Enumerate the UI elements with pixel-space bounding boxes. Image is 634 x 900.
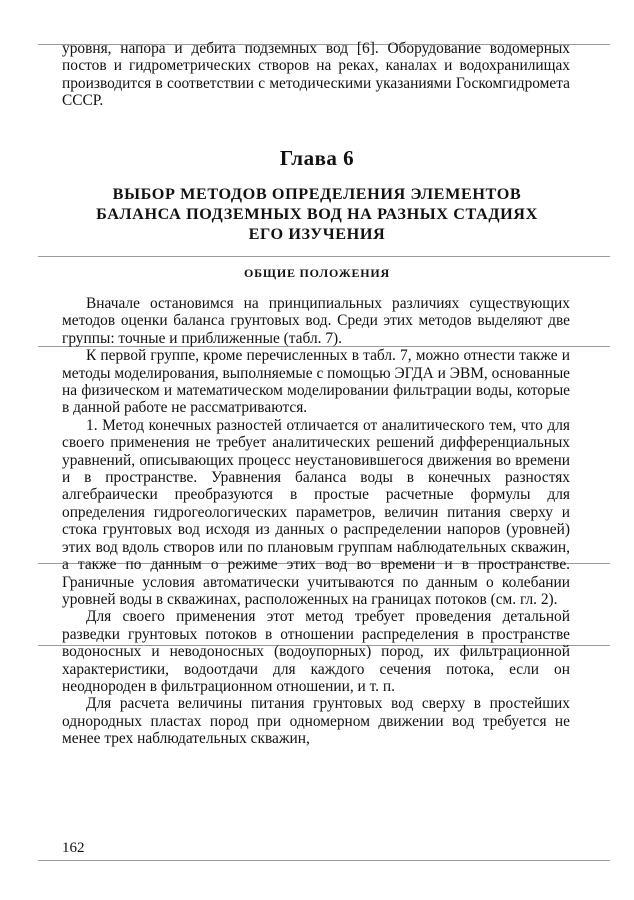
paragraph: Для своего применения этот метод требует проведения детальной разведки грунтовых потоков в отношении распределения в пространстве водоносных и неводоносных (водоупорных) пород, их фильтрационной характеристики, водоотдачи для каждого сечения потока, если он неоднороден в фильтрационном отношении, и т. п. xyxy=(62,608,570,695)
chapter-title xyxy=(40,184,594,244)
page-number: 162 xyxy=(62,840,85,856)
intro-paragraph: уровня, напора и дебита подземных вод [6]. Оборудование водомерных постов и гидрометрических створов на реках, каналах и водохранилищах производится в соответствии с методическими указаниями Госкомгидромета СССР. xyxy=(62,40,570,110)
section-heading: ОБЩИЕ ПОЛОЖЕНИЯ xyxy=(243,266,391,280)
scan-rule xyxy=(38,860,610,861)
intro-text-block xyxy=(62,40,570,110)
chapter-title-line: БАЛАНСА ПОДЗЕМНЫХ ВОД НА РАЗНЫХ СТАДИЯХ xyxy=(96,205,538,223)
chapter-label: Глава 6 xyxy=(279,146,355,170)
chapter-title-line: ЕГО ИЗУЧЕНИЯ xyxy=(248,225,386,243)
body-text xyxy=(62,295,570,748)
scan-rule xyxy=(38,256,610,257)
paragraph: 1. Метод конечных разностей отличается от аналитического тем, что для своего применения не требует аналитических решений дифференциальных уравнений, описывающих процесс неустановившегося движения во времени и в пространстве. Уравнения баланса воды в конечных разностях алгебраически преобразуются в простые расчетные формулы для определения гидрогеологических параметров, величин питания сверху и стока грунтовых вод исходя из данных о распределении напоров (уровней) этих вод вдоль створов или по плановым группам наблюдательных скважин, а также по данным о режиме этих вод во времени и в пространстве. Граничные условия автоматически учитываются по данным о колебании уровней воды в скважинах, расположенных на границах потоков (см. гл. 2). xyxy=(62,416,570,608)
chapter-title-line: ВЫБОР МЕТОДОВ ОПРЕДЕЛЕНИЯ ЭЛЕМЕНТОВ xyxy=(112,185,522,203)
paragraph: К первой группе, кроме перечисленных в табл. 7, можно отнести также и методы моделирования, выполняемые с помощью ЭГДА и ЭВМ, основанные на физическом и математическом моделировании фильтрации воды, которые в данной работе не рассматриваются. xyxy=(62,347,570,417)
paragraph: Для расчета величины питания грунтовых вод сверху в простейших однородных пластах пород при одномерном движении вод требуется не менее трех наблюдательных скважин, xyxy=(62,695,570,748)
paragraph: Вначале остановимся на принципиальных различиях существующих методов оценки баланса грунтовых вод. Среди этих методов выделяют две группы: точные и приближенные (табл. 7). xyxy=(62,295,570,347)
